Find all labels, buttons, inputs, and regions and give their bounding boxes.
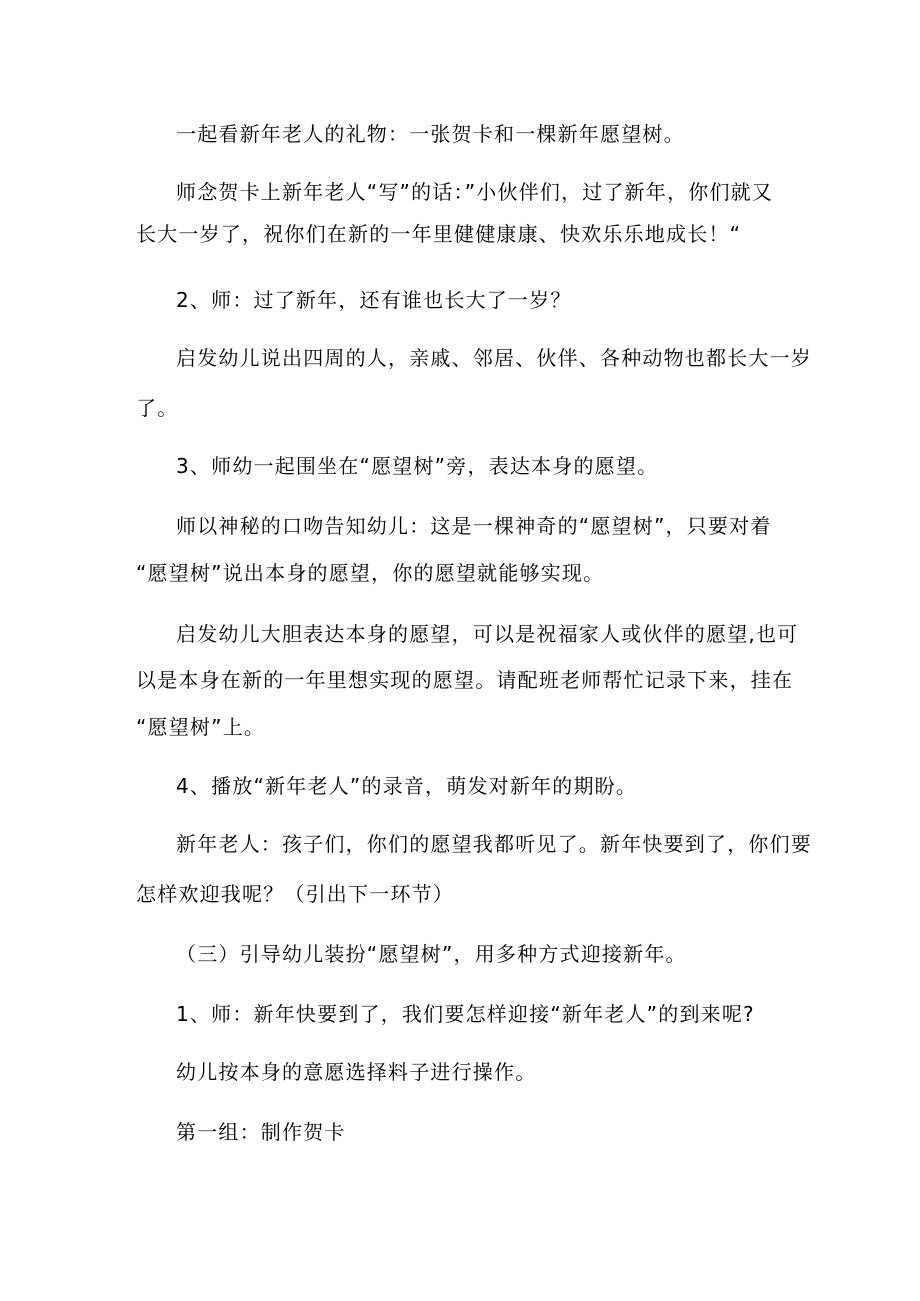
section-heading: （三）引导幼儿装扮“愿望树”，用多种方式迎接新年。 <box>176 942 687 966</box>
paragraph-line: 师念贺卡上新年老人“写”的话：”小伙伴们，过了新年，你们就又 <box>176 180 774 204</box>
paragraph-line: “愿望树”说出本身的愿望，你的愿望就能够实现。 <box>136 561 605 585</box>
paragraph-line: 4、播放“新年老人”的录音，萌发对新年的期盼。 <box>176 774 638 798</box>
paragraph-line: 了。 <box>136 396 179 420</box>
paragraph-line: 师以神秘的口吻告知幼儿：这是一棵神奇的“愿望树”，只要对着 <box>176 514 772 538</box>
paragraph-line: 第一组：制作贺卡 <box>176 1120 346 1144</box>
paragraph-line: 幼儿按本身的意愿选择料子进行操作。 <box>176 1060 537 1084</box>
paragraph-line: 怎样欢迎我呢？（引出下一环节） <box>136 882 454 906</box>
paragraph-line: 1、师：新年快要到了，我们要怎样迎接“新年老人”的到来呢? <box>176 1002 755 1026</box>
paragraph-line: “愿望树”上。 <box>136 715 266 739</box>
paragraph-line: 新年老人：孩子们，你们的愿望我都听见了。新年快要到了，你们要 <box>176 832 812 856</box>
paragraph-line: 长大一岁了，祝你们在新的一年里健健康康、快欢乐乐地成长！“ <box>136 222 742 246</box>
paragraph-line: 3、师幼一起围坐在“愿望树”旁，表达本身的愿望。 <box>176 454 659 478</box>
paragraph-line: 启发幼儿大胆表达本身的愿望，可以是祝福家人或伙伴的愿望,也可 <box>176 622 799 646</box>
paragraph-line: 以是本身在新的一年里想实现的愿望。请配班老师帮忙记录下来，挂在 <box>136 668 794 692</box>
paragraph-line: 启发幼儿说出四周的人，亲戚、邻居、伙伴、各种动物也都长大一岁 <box>176 346 812 370</box>
paragraph-line: 一起看新年老人的礼物：一张贺卡和一棵新年愿望树。 <box>176 122 685 146</box>
paragraph-line: 2、师：过了新年，还有谁也长大了一岁？ <box>176 288 572 312</box>
